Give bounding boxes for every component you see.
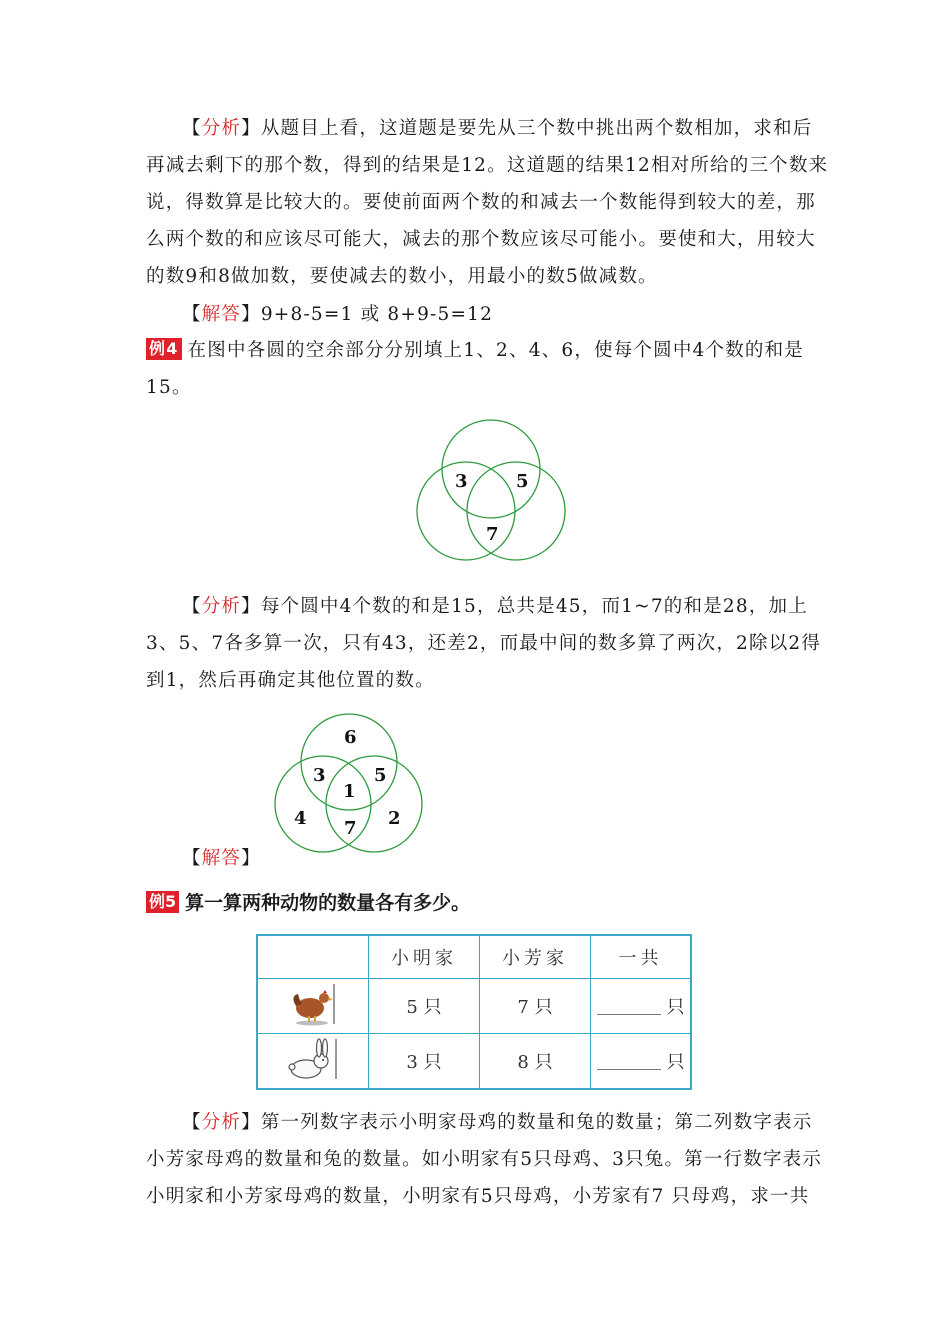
analysis-tag: 分析 (201, 118, 242, 139)
example-5-question: 例5 算一算两种动物的数量各有多少。 (146, 888, 470, 915)
venn-number: 7 (486, 524, 499, 545)
venn-number: 7 (344, 818, 357, 839)
venn-number: 2 (388, 808, 401, 829)
xiaoming-hen-count: 5 只 (369, 979, 480, 1034)
venn-diagram-question (412, 416, 572, 566)
hen-icon (288, 982, 338, 1026)
analysis-tag: 分析 (201, 1112, 242, 1133)
hen-total-blank[interactable]: 只 (591, 979, 692, 1034)
venn-number: 6 (344, 727, 357, 748)
rabbit-image (257, 1034, 369, 1090)
venn-number: 3 (313, 765, 326, 786)
analysis-tag: 分析 (201, 596, 242, 617)
venn-number: 3 (455, 471, 468, 492)
example-4-label: 例4 (146, 338, 182, 360)
venn-number: 1 (343, 781, 356, 802)
answer-blank[interactable] (597, 996, 661, 1015)
xiaofang-hen-count: 7 只 (480, 979, 591, 1034)
example-4-question: 例4 在图中各圆的空余部分分别填上1、2、4、6，使每个圆中4个数的和是 15。 (146, 339, 805, 398)
answer-blank[interactable] (597, 1051, 661, 1070)
xiaoming-rabbit-count: 3 只 (369, 1034, 480, 1090)
rabbit-total-blank[interactable]: 只 (591, 1034, 692, 1090)
table-header-cell: 小明家 (369, 935, 480, 979)
hen-image (257, 979, 369, 1034)
table-row (257, 979, 691, 1034)
answer-tag: 解答 (201, 848, 242, 869)
table-header-cell: 小芳家 (480, 935, 591, 979)
answer-tag: 解答 (201, 304, 242, 325)
venn-diagram-solution (270, 710, 430, 860)
example-5-label: 例5 (146, 891, 179, 913)
analysis-5: 【分析】第一列数字表示小明家母鸡的数量和兔的数量；第二列数字表示 小芳家母鸡的数量和兔的数量。如小明家有5只母鸡、3只兔。第一行数字表示 小明家和小芳家母鸡的数量，小明家有5只母鸡，小芳家有7 只母鸡，求一共 (146, 1112, 823, 1207)
animal-count-table (256, 934, 692, 1090)
xiaofang-rabbit-count: 8 只 (480, 1034, 591, 1090)
table-row (257, 1034, 691, 1090)
venn-number: 5 (516, 471, 529, 492)
rabbit-icon (286, 1037, 340, 1081)
venn-number: 5 (374, 765, 387, 786)
table-header-cell (257, 935, 369, 979)
analysis-3: 【分析】从题目上看，这道题是要先从三个数中挑出两个数相加，求和后 再减去剩下的那个数，得到的结果是12。这道题的结果12相对所给的三个数来 说，得数算是比较大的。要使前面两个数的和减去一个数能得到较大的差，那 么两个数的和应该尽可能大，减去的那个数应该尽可能小。要使和大，用较大 的数9和8做加数，要使减去的数小，用最小的数5做减数。 (146, 118, 829, 287)
table-header-row (257, 935, 691, 979)
table-header-cell: 一共 (591, 935, 692, 979)
answer-4: 【解答】 (182, 848, 261, 869)
venn-number: 4 (294, 808, 307, 829)
answer-3: 【解答】9+8-5=1 或 8+9-5=12 (182, 304, 494, 325)
analysis-4: 【分析】每个圆中4个数的和是15，总共是45，而1~7的和是28，加上 3、5、7各多算一次，只有43，还差2，而最中间的数多算了两次，2除以2得 到1，然后再确定其他位置的数。 (146, 596, 822, 691)
